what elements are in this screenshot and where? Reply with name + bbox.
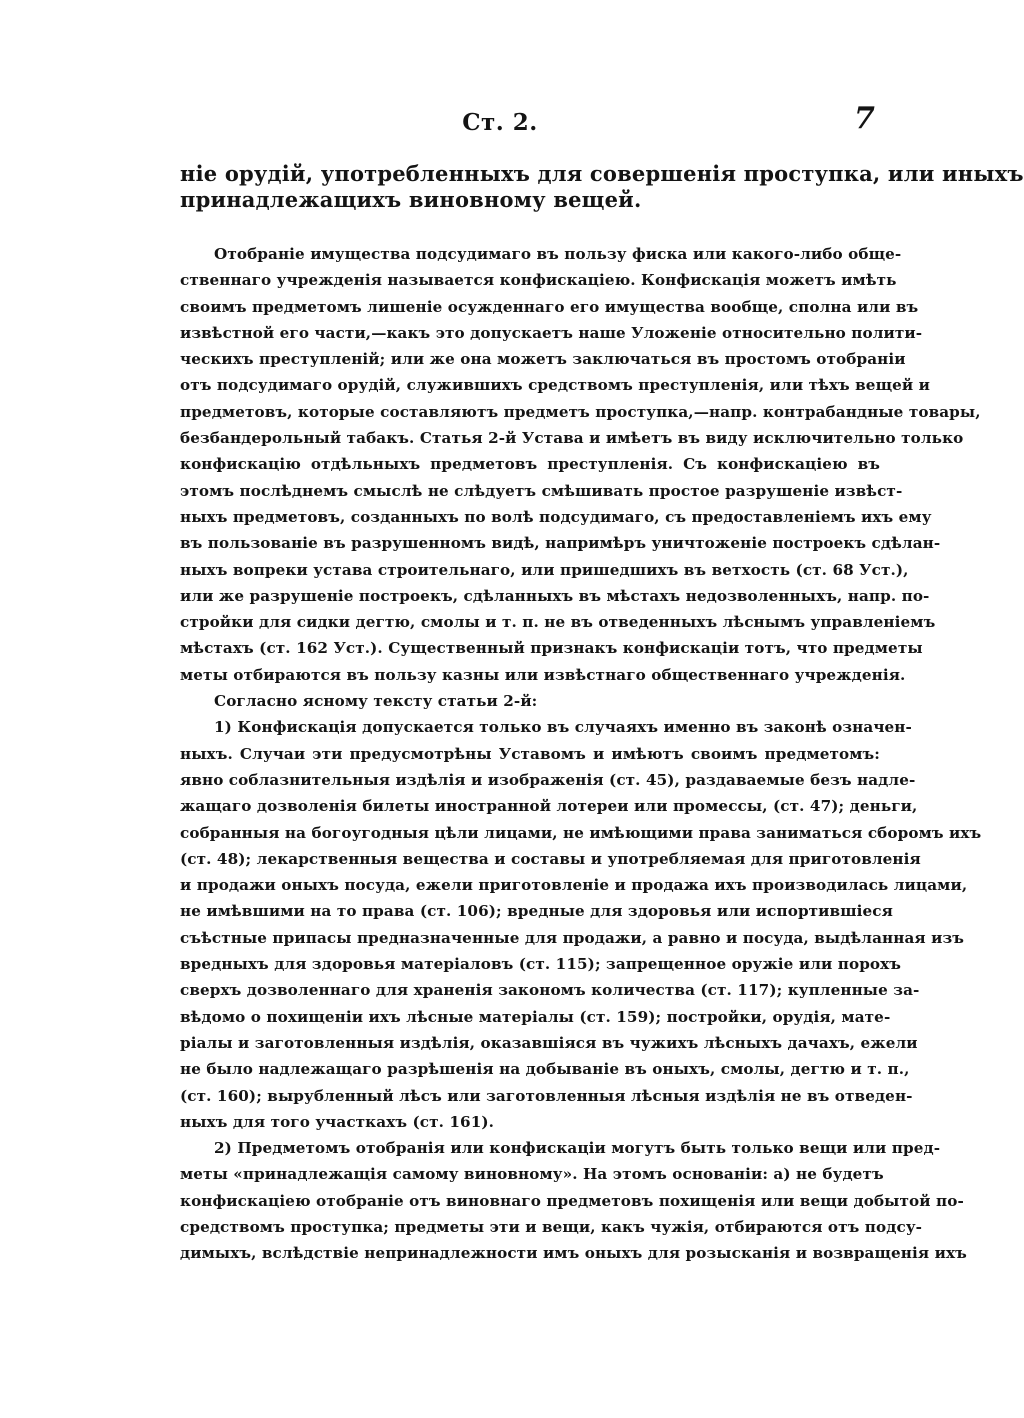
- text-line: ственнаго учрежденія называется конфискаціею. Конфискація можетъ имѣть: [180, 271, 897, 290]
- text-line: въ пользованіе въ разрушенномъ видѣ, напримѣръ уничтоженіе построекъ сдѣлан-: [180, 534, 941, 553]
- text-line: 2) Предметомъ отобранія или конфискаціи могутъ быть только вещи или пред-: [214, 1139, 941, 1158]
- text-line: димыхъ, вслѣдствіе непринадлежности имъ оныхъ для розысканія и возвращенія ихъ: [180, 1244, 967, 1263]
- text-line: ріалы и заготовленныя издѣлія, оказавшіяся въ чужихъ лѣсныхъ дачахъ, ежели: [180, 1033, 918, 1052]
- text-line: меты «принадлежащія самому виновному». На этомъ основаніи: а) не будетъ: [180, 1165, 884, 1184]
- text-line: конфискацію отдѣльныхъ предметовъ преступленія. Съ конфискаціею въ: [180, 455, 880, 474]
- text-line: ныхъ предметовъ, созданныхъ по волѣ подсудимаго, съ предоставленіемъ ихъ ему: [180, 507, 932, 526]
- text-line: предметовъ, которые составляютъ предметъ проступка,—напр. контрабандные товары,: [180, 402, 981, 421]
- page-number: 7: [854, 101, 875, 136]
- paragraph: [180, 714, 982, 1135]
- text-line: этомъ послѣднемъ смыслѣ не слѣдуетъ смѣшивать простое разрушеніе извѣст-: [180, 481, 903, 500]
- text-line: не было надлежащаго разрѣшенія на добываніе въ оныхъ, смолы, дегтю и т. п.,: [180, 1060, 910, 1079]
- text-line: меты отбираются въ пользу казны или извѣстнаго общественнаго учрежденія.: [180, 665, 906, 684]
- text-line: отъ подсудимаго орудій, служившихъ средствомъ преступленія, или тѣхъ вещей и: [180, 376, 930, 395]
- text-line: съѣстные припасы предназначенные для продажи, а равно и посуда, выдѣланная изъ: [180, 928, 964, 947]
- paragraph: [180, 1135, 967, 1266]
- text-line: безбандерольный табакъ. Статья 2-й Устава и имѣетъ въ виду исключительно только: [180, 429, 964, 448]
- text-line: жащаго дозволенія билеты иностранной лотереи или промессы, (ст. 47); деньги,: [180, 797, 918, 816]
- text-line: (ст. 48); лекарственныя вещества и составы и употребляемая для приготовленія: [180, 849, 921, 868]
- text-line: (ст. 160); вырубленный лѣсъ или заготовленныя лѣсныя издѣлія не въ отведен-: [180, 1086, 913, 1105]
- text-line: Отобраніе имущества подсудимаго въ пользу фиска или какого-либо обще-: [214, 245, 902, 263]
- text-line: вѣдомо о похищеніи ихъ лѣсные матеріалы (ст. 159); постройки, орудія, мате-: [180, 1007, 891, 1026]
- text-line: стройки для сидки дегтю, смолы и т. п. не въ отведенныхъ лѣснымъ управленіемъ: [180, 613, 936, 632]
- paragraph: [180, 241, 981, 688]
- text-line: Согласно ясному тексту статьи 2-й:: [214, 692, 538, 711]
- text-line: мѣстахъ (ст. 162 Уст.). Существенный признакъ конфискаціи тотъ, что предметы: [180, 639, 923, 658]
- text-line: извѣстной его части,—какъ это допускаетъ наше Уложеніе относительно полити-: [180, 323, 923, 342]
- text-line: ныхъ. Случаи эти предусмотрѣны Уставомъ и имѣютъ своимъ предметомъ:: [180, 744, 880, 763]
- text-line: своимъ предметомъ лишеніе осужденнаго его имущества вообще, сполна или въ: [180, 297, 919, 316]
- text-line: ческихъ преступленій; или же она можетъ заключаться въ простомъ отобраніи: [180, 350, 906, 369]
- text-line: сверхъ дозволеннаго для храненія закономъ количества (ст. 117); купленные за-: [180, 981, 920, 1000]
- text-line: собранныя на богоугодныя цѣли лицами, не имѣющими права заниматься сборомъ ихъ: [180, 823, 982, 842]
- text-line: конфискаціею отобраніе отъ виновнаго предметовъ похищенія или вещи добытой по-: [180, 1191, 964, 1210]
- text-line: явно соблазнительныя издѣлія и изображенія (ст. 45), раздаваемые безъ надле-: [180, 770, 916, 789]
- lead-text: [180, 158, 1024, 213]
- article-heading: Ст. 2.: [462, 109, 538, 136]
- commentary-body: [180, 241, 982, 1267]
- text-line: или же разрушеніе построекъ, сдѣланныхъ въ мѣстахъ недозволенныхъ, напр. по-: [180, 586, 930, 605]
- text-line: ныхъ для того участкахъ (ст. 161).: [180, 1112, 495, 1131]
- text-line: 1) Конфискація допускается только въ случаяхъ именно въ законѣ означен-: [214, 718, 912, 737]
- text-line: ныхъ вопреки устава строительнаго, или пришедшихъ въ ветхость (ст. 68 Уст.),: [180, 560, 909, 579]
- paragraph: [180, 688, 880, 714]
- text-line: вредныхъ для здоровья матеріаловъ (ст. 115); запрещенное оружіе или порохъ: [180, 955, 902, 974]
- text-line: и продажи оныхъ посуда, ежели приготовленіе и продажа ихъ производилась лицами,: [180, 876, 968, 895]
- text-line: не имѣвшими на то права (ст. 106); вредные для здоровья или испортившіеся: [180, 902, 893, 921]
- lead-line: принадлежащихъ виновному вещей.: [180, 187, 642, 213]
- text-line: средствомъ проступка; предметы эти и вещи, какъ чужія, отбираются отъ подсу-: [180, 1217, 923, 1236]
- lead-line: ніе орудій, употребленныхъ для совершенія проступка, или иныхъ: [180, 161, 1024, 186]
